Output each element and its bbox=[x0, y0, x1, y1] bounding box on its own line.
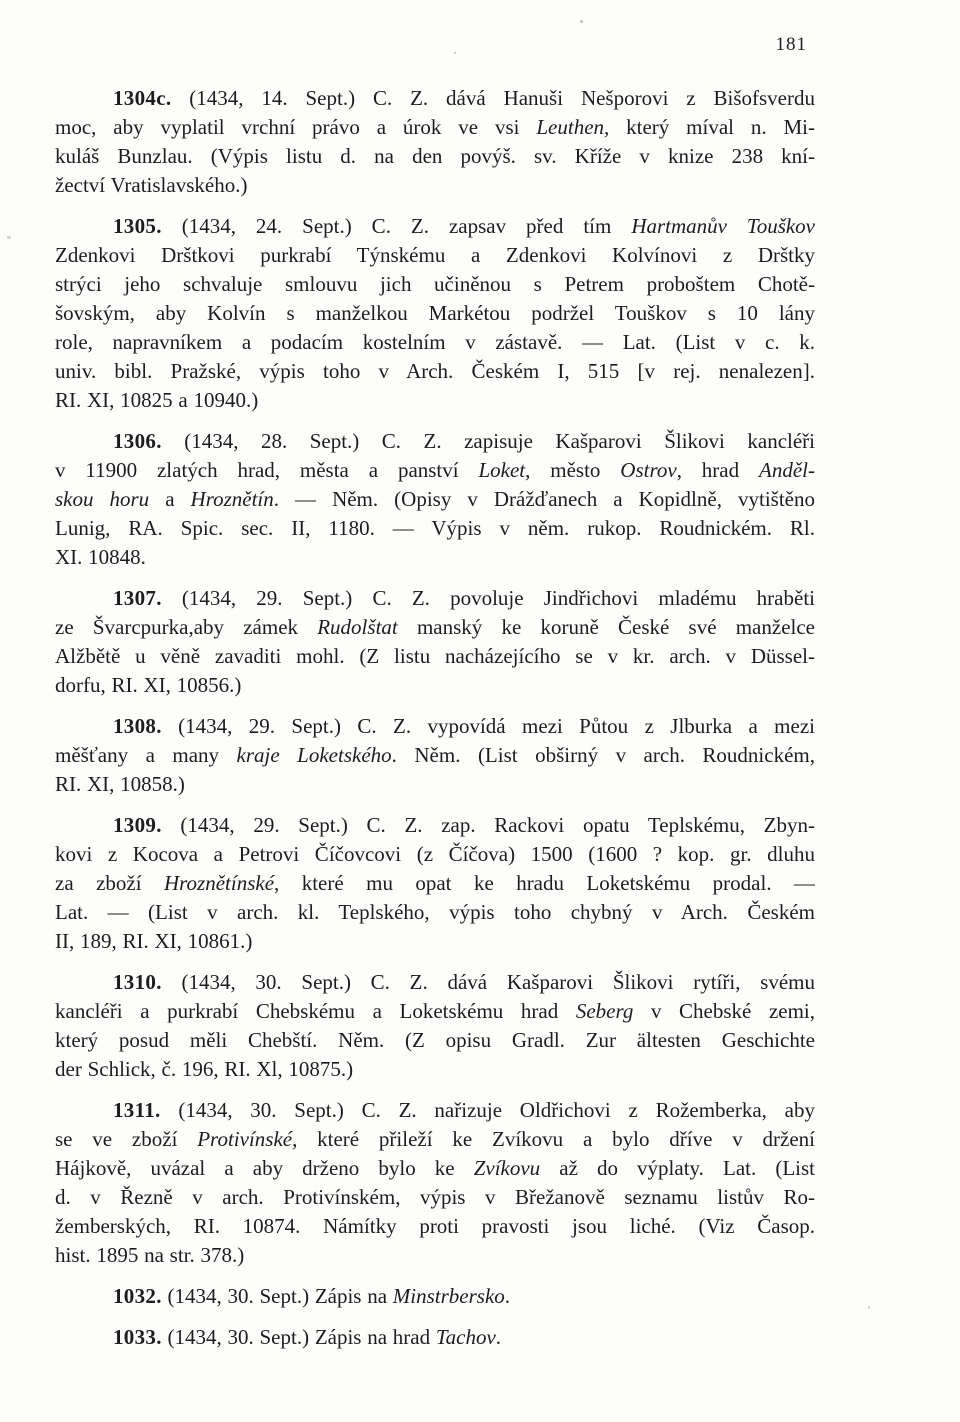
entry-number: 1033. bbox=[113, 1325, 162, 1349]
italic-place-name: Tachov bbox=[435, 1325, 496, 1349]
regest-entry-1308 bbox=[55, 712, 815, 799]
entry-number: 1308. bbox=[113, 714, 162, 738]
italic-place-name: Hartmanův Touškov bbox=[631, 214, 815, 238]
text-line: šovským, aby Kolvín s manželkou Markétou podržel Touškov s 10 lány bbox=[55, 301, 815, 325]
italic-place-name: skou horu bbox=[55, 487, 150, 511]
text-line: kuláš Bunzlau. (Výpis listu d. na den povýš. sv. Kříže v knize 238 kní- bbox=[55, 144, 815, 168]
text-line: žemberských, RI. 10874. Námítky proti pravosti jsou liché. (Viz Časop. bbox=[55, 1214, 815, 1238]
text-line: 1311. (1434, 30. Sept.) C. Z. nařizuje Oldřichovi z Rožemberka, aby bbox=[113, 1098, 815, 1122]
text-line: 1032. (1434, 30. Sept.) Zápis na Minstrbersko. bbox=[113, 1284, 511, 1308]
italic-place-name: Hroznětínské bbox=[163, 871, 275, 895]
regest-entry-1306 bbox=[55, 427, 815, 572]
text-line: moc, aby vyplatil vrchní právo a úrok ve vsi Leuthen, který míval n. Mi- bbox=[55, 115, 815, 139]
text-line: ze Švarcpurka,aby zámek Rudolštat manský ke koruně České své manželce bbox=[55, 615, 815, 639]
text-line: za zboží Hroznětínské, které mu opat ke hradu Loketskému prodal. — bbox=[55, 871, 815, 895]
entry-number: 1305. bbox=[113, 214, 162, 238]
regest-entry-1310 bbox=[55, 968, 815, 1084]
text-line: kovi z Kocova a Petrovi Číčovcovi (z Číčova) 1500 (1600 ? kop. gr. dluhu bbox=[55, 842, 815, 866]
text-line: který posud měli Chebští. Něm. (Z opisu Gradl. Zur ältesten Geschichte bbox=[55, 1028, 815, 1052]
text-line: 1308. (1434, 29. Sept.) C. Z. vypovídá mezi Půtou z Jlburka a mezi bbox=[113, 714, 815, 738]
text-line: Lat. — (List v arch. kl. Teplského, výpis toho chybný v Arch. Českém bbox=[55, 900, 815, 924]
italic-place-name: Seberg bbox=[575, 999, 634, 1023]
entry-number: 1307. bbox=[113, 586, 162, 610]
text-line: Alžbětě u věně zavaditi mohl. (Z listu nacházejícího se v kr. arch. v Düssel- bbox=[55, 644, 815, 668]
text-line: d. v Řezně v arch. Protivínském, výpis v Břežanově seznamu listův Ro- bbox=[55, 1185, 815, 1209]
regest-entry-1311 bbox=[55, 1096, 815, 1270]
text-line: role, napravníkem a podacím kostelním v zástavě. — Lat. (List v c. k. bbox=[55, 330, 815, 354]
text-line: 1307. (1434, 29. Sept.) C. Z. povoluje Jindřichovi mladému hraběti bbox=[113, 586, 815, 610]
entry-number: 1309. bbox=[113, 813, 162, 837]
scan-speck bbox=[580, 20, 583, 23]
text-line: dorfu, RI. XI, 10856.) bbox=[55, 673, 242, 697]
page-number: 181 bbox=[775, 34, 807, 55]
text-line: Lunig, RA. Spic. sec. II, 1180. — Výpis v něm. rukop. Roudnickém. Rl. bbox=[55, 516, 815, 540]
regest-entry-1307 bbox=[55, 584, 815, 700]
text-line: strýci jeho schvaluje smlouvu jich učiněnou s Petrem proboštem Chotě- bbox=[55, 272, 815, 296]
entry-number: 1310. bbox=[113, 970, 162, 994]
italic-place-name: Rudolštat bbox=[317, 615, 398, 639]
italic-place-name: Hroznětín bbox=[190, 487, 274, 511]
text-line: 1304c. (1434, 14. Sept.) C. Z. dává Hanuši Nešporovi z Bišofsverdu bbox=[113, 86, 815, 110]
text-line: 1033. (1434, 30. Sept.) Zápis na hrad Tachov. bbox=[113, 1325, 502, 1349]
text-line: RI. XI, 10858.) bbox=[55, 772, 185, 796]
regest-entry-1033 bbox=[55, 1323, 815, 1352]
scan-speck bbox=[7, 236, 11, 239]
text-line: se ve zboží Protivínské, které přileží ke Zvíkovu a bylo dříve v držení bbox=[55, 1127, 815, 1151]
entry-number: 1311. bbox=[113, 1098, 161, 1122]
regest-entry-1309 bbox=[55, 811, 815, 956]
entry-number: 1306. bbox=[113, 429, 162, 453]
text-line: 1306. (1434, 28. Sept.) C. Z. zapisuje Kašparovi Šlikovi kancléři bbox=[113, 429, 815, 453]
scan-speck bbox=[868, 1306, 870, 1309]
scan-speck bbox=[454, 52, 456, 54]
italic-place-name: kraje Loketského bbox=[236, 743, 392, 767]
text-line: Hájkově, uvázal a aby drženo bylo ke Zvíkovu až do výplaty. Lat. (List bbox=[55, 1156, 815, 1180]
text-line: měšťany a many kraje Loketského. Něm. (List obširný v arch. Roudnickém, bbox=[55, 743, 815, 767]
text-line: univ. bibl. Pražské, výpis toho v Arch. Českém I, 515 [v rej. nenalezen]. bbox=[55, 359, 815, 383]
regest-entry-1032 bbox=[55, 1282, 815, 1311]
text-line: 1310. (1434, 30. Sept.) C. Z. dává Kašparovi Šlikovi rytíři, svému bbox=[113, 970, 815, 994]
text-line: 1305. (1434, 24. Sept.) C. Z. zapsav před tím Hartmanův Touškov bbox=[113, 214, 815, 238]
text-line: v 11900 zlatých hrad, města a panství Loket, město Ostrov, hrad Anděl- bbox=[55, 458, 815, 482]
text-line: hist. 1895 na str. 378.) bbox=[55, 1243, 245, 1267]
text-line: skou horu a Hroznětín. — Něm. (Opisy v Drážďanech a Kopidlně, vytištěno bbox=[55, 487, 815, 511]
italic-place-name: Protivínské bbox=[197, 1127, 293, 1151]
regest-entries bbox=[55, 84, 815, 1364]
italic-place-name: Zvíkovu bbox=[473, 1156, 541, 1180]
italic-place-name: Loket bbox=[478, 458, 526, 482]
text-line: žectví Vratislavského.) bbox=[55, 173, 248, 197]
regest-entry-1305 bbox=[55, 212, 815, 415]
italic-place-name: Ostrov bbox=[620, 458, 677, 482]
entry-number: 1032. bbox=[113, 1284, 162, 1308]
italic-place-name: Leuthen bbox=[536, 115, 605, 139]
entry-number: 1304c. bbox=[113, 86, 172, 110]
italic-place-name: Minstrbersko bbox=[392, 1284, 505, 1308]
text-line: 1309. (1434, 29. Sept.) C. Z. zap. Rackovi opatu Teplskému, Zbyn- bbox=[113, 813, 815, 837]
text-line: kancléři a purkrabí Chebskému a Loketskému hrad Seberg v Chebské zemi, bbox=[55, 999, 815, 1023]
italic-place-name: Anděl- bbox=[759, 458, 815, 482]
text-line: RI. XI, 10825 a 10940.) bbox=[55, 388, 259, 412]
regest-entry-1304c bbox=[55, 84, 815, 200]
text-line: der Schlick, č. 196, RI. Xl, 10875.) bbox=[55, 1057, 354, 1081]
text-line: II, 189, RI. XI, 10861.) bbox=[55, 929, 253, 953]
text-line: XI. 10848. bbox=[55, 545, 146, 569]
text-line: Zdenkovi Drštkovi purkrabí Týnskému a Zdenkovi Kolvínovi z Drštky bbox=[55, 243, 815, 267]
